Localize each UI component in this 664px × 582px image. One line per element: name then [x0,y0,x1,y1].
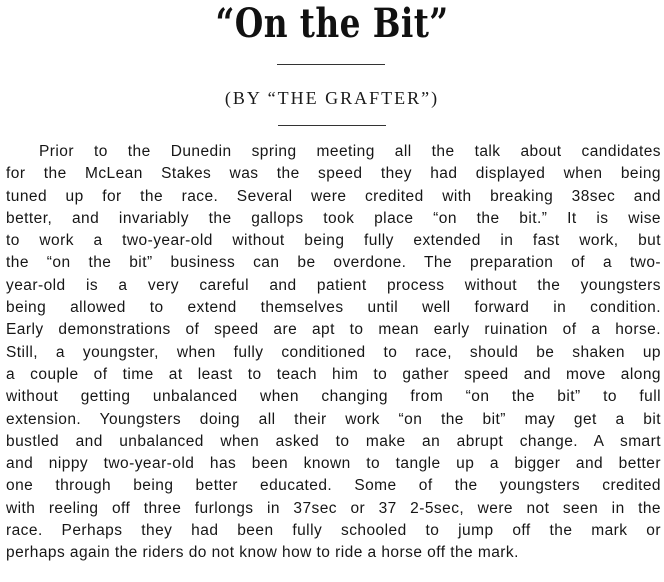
body-line: the “on the bit” business can be overdone. The preparation of a two- [6,254,661,272]
body-line: for the McLean Stakes was the speed they had displayed when being [6,165,661,183]
article-headline: “On the Bit” [215,0,449,47]
body-line: tuned up for the race. Several were credited with breaking 38sec and [6,187,661,205]
body-line: Still, a youngster, when fully conditioned to race, should be shaken up [6,343,661,361]
article-byline: (BY “THE GRAFTER”) [224,88,440,108]
body-line: to work a two-year-old without being fully extended in fast work, but [6,232,661,250]
body-line: being allowed to extend themselves until well forward in condition. [6,299,661,317]
body-line: bustled and unbalanced when asked to make an abrupt change. A smart [6,432,661,450]
body-line: extension. Youngsters doing all their work “on the bit” may get a bit [6,410,661,428]
body-line: and nippy two-year-old has been known to tangle up a bigger and better [6,455,661,473]
body-line: year-old is a very careful and patient process without the youngsters [6,276,661,294]
body-line: perhaps again the riders do not know how to ride a horse off the mark. [6,544,519,562]
body-line: better, and invariably the gallops took place “on the bit.” It is wise [6,209,661,227]
body-line: a couple of time at least to teach him to gather speed and move along [6,365,661,383]
body-line: with reeling off three furlongs in 37sec or 37 2-5sec, were not seen in the [6,499,661,517]
body-line: race. Perhaps they had been fully schooled to jump off the mark or [6,522,661,540]
article-body [6,141,661,565]
body-line: Prior to the Dunedin spring meeting all the talk about candidates [39,143,661,160]
body-line: without getting unbalanced when changing from “on the bit” to full [6,388,661,406]
top-divider [277,64,385,65]
bottom-divider [278,125,386,126]
body-line: Early demonstrations of speed are apt to mean early ruination of a horse. [6,321,661,339]
body-line: one through being better educated. Some of the youngsters credited [6,477,661,495]
